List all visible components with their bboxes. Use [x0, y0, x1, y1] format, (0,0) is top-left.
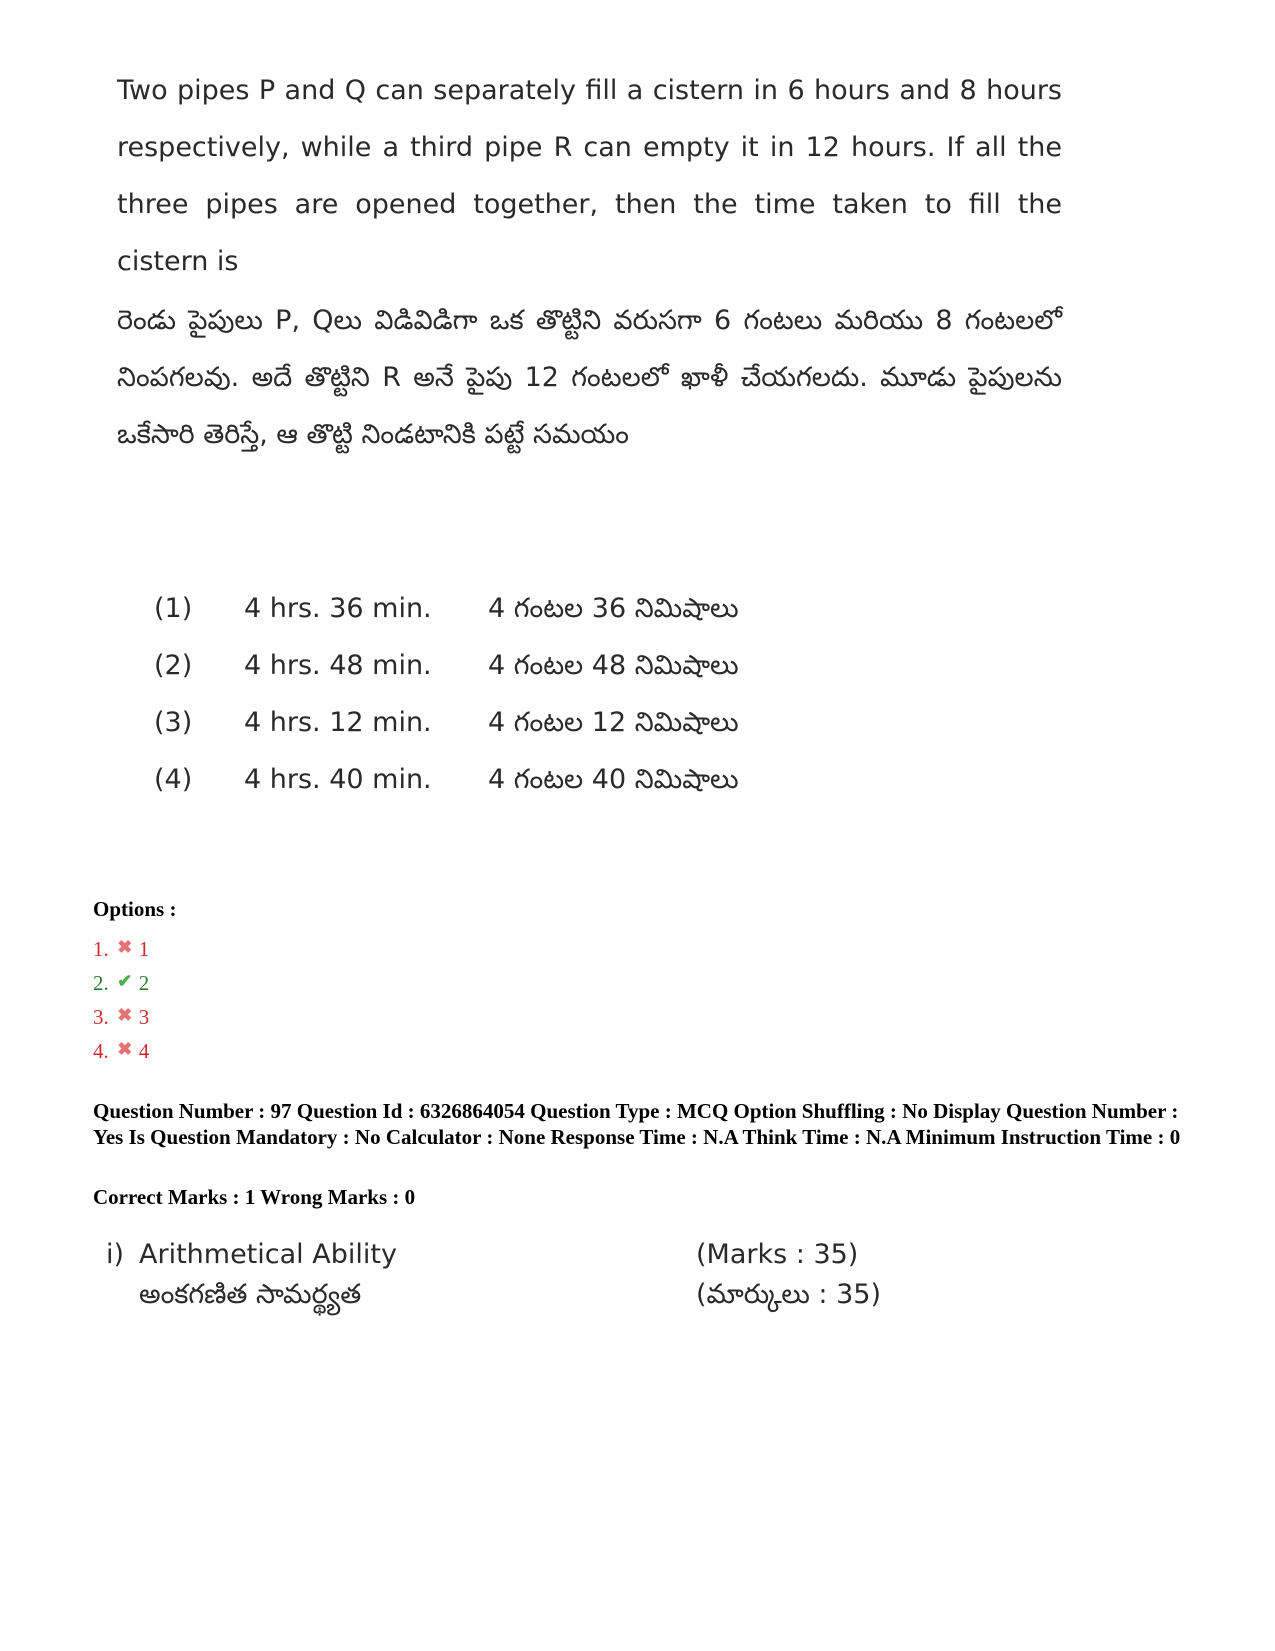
choice-english: 4 hrs. 12 min. — [244, 707, 432, 738]
option-value: 1 — [138, 937, 150, 961]
option-index: 2. — [93, 971, 109, 995]
section-row-telugu — [106, 1275, 966, 1315]
section-marks-telugu: (మార్కులు : 35) — [696, 1279, 881, 1310]
section-marks-english: (Marks : 35) — [696, 1239, 859, 1270]
choice-english: 4 hrs. 48 min. — [244, 650, 432, 681]
choice-number: (4) — [154, 764, 193, 795]
section-title-telugu: అంకగణిత సామర్థ్యత — [139, 1279, 362, 1310]
question-text-english: Two pipes P and Q can separately fill a cistern in 6 hours and 8 hours respectively, while a third pipe R can empty it in 12 hours. If all the three pipes are opened together, then the time taken to fill the cistern is — [117, 75, 1062, 277]
marks-info: Correct Marks : 1 Wrong Marks : 0 — [93, 1185, 416, 1209]
choice-english: 4 hrs. 40 min. — [244, 764, 432, 795]
choice-number: (3) — [154, 707, 193, 738]
choice-telugu: 4 గంటల 48 నిమిషాలు — [488, 650, 739, 681]
section-numeral: i) — [106, 1239, 125, 1270]
option-item — [93, 998, 149, 1032]
option-item — [93, 930, 149, 964]
options-list — [93, 930, 149, 1066]
option-index: 4. — [93, 1039, 109, 1063]
option-index: 1. — [93, 937, 109, 961]
choice-number: (1) — [154, 593, 193, 624]
section-title-english: Arithmetical Ability — [139, 1239, 397, 1270]
option-item — [93, 964, 149, 998]
option-item — [93, 1032, 149, 1066]
option-index: 3. — [93, 1005, 109, 1029]
option-value: 4 — [138, 1039, 150, 1063]
choice-telugu: 4 గంటల 36 నిమిషాలు — [488, 593, 739, 624]
section-header — [106, 1235, 966, 1315]
question-metadata: Question Number : 97 Question Id : 6326864054 Question Type : MCQ Option Shuffling : No Display Question Number : Yes Is Question Mandatory : No Calculator : None Response Time : N.A Think Time : N.A Minimum Instruction Time : 0 — [93, 1099, 1181, 1149]
check-icon: ✔ — [117, 971, 133, 991]
choice-english: 4 hrs. 36 min. — [244, 593, 432, 624]
choice-number: (2) — [154, 650, 193, 681]
question-text-telugu: రెండు పైపులు P, Qలు విడివిడిగా ఒక తొట్టిని వరుసగా 6 గంటలు మరియు 8 గంటలలో నింపగలవు. అదే తొట్టిని R అనే పైపు 12 గంటలలో ఖాళీ చేయగలదు. మూడు పైపులను ఒకేసారి తెరిస్తే, ఆ తొట్టి నిండటానికి పట్టే సమయం — [117, 305, 1062, 450]
choice-telugu: 4 గంటల 12 నిమిషాలు — [488, 707, 739, 738]
cross-icon: ✖ — [117, 1005, 133, 1025]
cross-icon: ✖ — [117, 1039, 133, 1059]
choice-telugu: 4 గంటల 40 నిమిషాలు — [488, 764, 739, 795]
section-row-english — [106, 1235, 966, 1275]
options-heading: Options : — [93, 897, 177, 921]
option-value: 2 — [138, 971, 150, 995]
option-value: 3 — [138, 1005, 150, 1029]
cross-icon: ✖ — [117, 937, 133, 957]
